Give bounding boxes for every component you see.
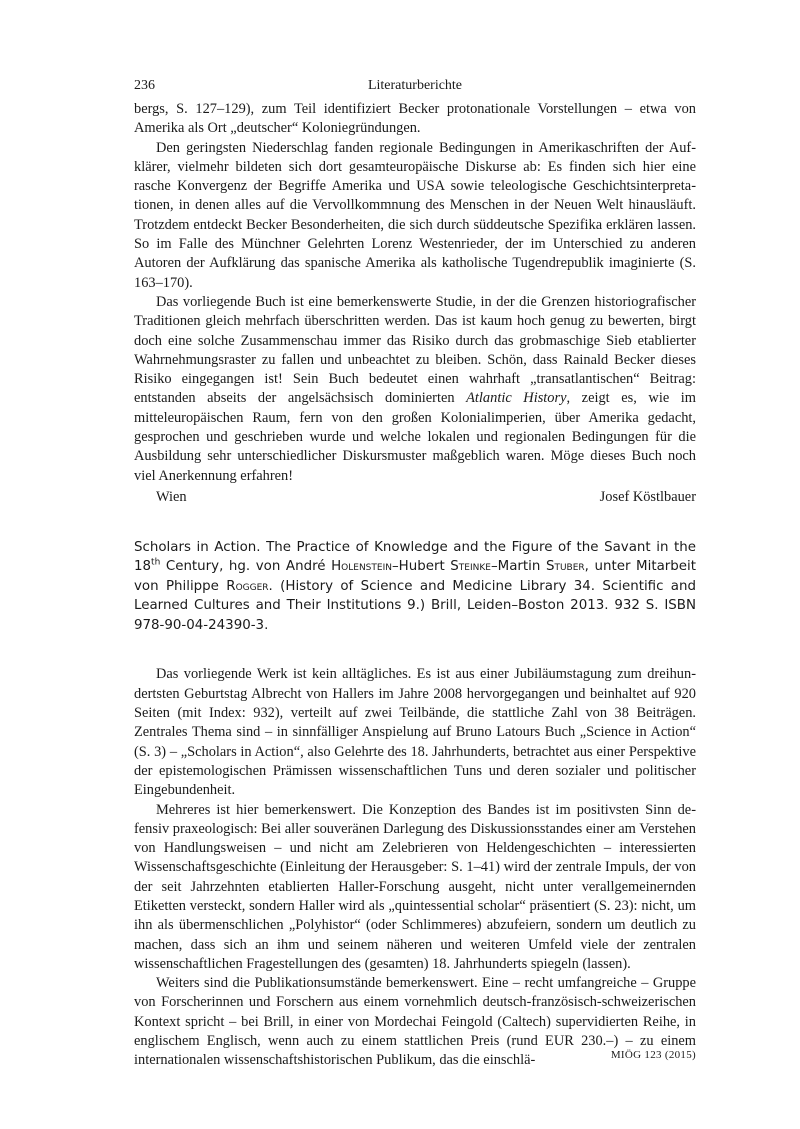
review-continued [134, 100, 696, 510]
editor-name: Stuber [545, 559, 585, 575]
editor-name: Steinke [450, 559, 491, 575]
citation-text: –Martin [490, 559, 546, 575]
page-content [134, 76, 696, 1071]
citation-text: Scholars in Action. The Practice of Knowledge and the Figure of the Savant in the 18 [134, 539, 696, 575]
paragraph: Das vorliegende Werk ist kein alltägliches. Es ist aus einer Jubiläumstagung zum dreihundertsten Geburtstag Albrecht von Hallers im Jahre 2008 hervorgegangen und beinhaltet auf 920 Seiten (mit Index: 932), verteilt auf zwei Teilbände, die stattliche Zahl von 38 Beiträgen. Zentrales Thema sind – in sinnfälliger Anspielung auf Bruno Latours Buch „Science in Action“ (S. 3) – „Scholars in Action“, also Gelehrte des 18. Jahrhunderts, betrachtet aus einer Perspektive der epistemologischen Prämissen wissenschaftlichen Tuns und deren sozialer und politischer Eingebundenheit. [134, 666, 696, 799]
text-span: Das vorliegende Buch ist eine bemerkenswerte Studie, in der die Grenzen historiografischer Traditionen gleich mehrfach überschritten werden. Das ist kaum hoch genug zu bewerten, birgt doch eine solche Zusammenschau immer das Risiko durch das grobmaschige Sieb etablierter Wahrnehmungsraster zu fallen und unbeachtet zu bleiben. Schön, dass Rainald Becker dieses Risiko eingegangen ist! Sein Buch bedeutet einen wahrhaft „transatlantischen“ Beitrag: entstanden abseits der angelsächsisch dominierten [134, 293, 696, 407]
italic-title: Atlantic History [466, 390, 567, 407]
review-signature [134, 488, 696, 510]
running-head [134, 76, 696, 100]
paragraph: Mehreres ist hier bemerkenswert. Die Konzeption des Bandes ist im positivsten Sinn defensiv praxeologisch: Bei aller souveränen Darlegung des Diskussionsstandes einer am Verstehen von Handlungsweisen – und nicht am Zelebrieren von Heldengeschichten – interessierten Wissenschaftsgeschichte (Einleitung der Herausgeber: S. 1–41) wird der zentrale Impuls, der von der seit Jahrzehnten etablierten Haller-Forschung ausgeht, nicht unter verallgemeinernden Etiketten versteckt, sondern Haller wird als „quintessential scholar“ präsentiert (S. 23): nicht, um ihn als übermenschlichen „Polyhistor“ (oder Schlimmeres) abzufeiern, sondern um deutlich zu machen, dass sich an ihm und seinem näheren und weiteren Umfeld viele der zentralen wissenschaftlichen Fragestellungen des (gesamten) 18. Jahrhunderts spiegeln (lassen). [134, 801, 696, 972]
editor-name: Holenstein [331, 559, 392, 575]
citation-text: , unter Mitarbeit von Philippe [134, 559, 696, 594]
citation-text: Century, hg. von André [160, 559, 332, 575]
editor-name: Rogger [226, 578, 269, 594]
signature-author: Josef Köstlbauer [599, 488, 696, 505]
paragraph-continuation: bergs, S. 127–129), zum Teil identifiziert Becker protonationale Vorstellungen – etwa von Amerika als Ort „deutscher“ Koloniegründungen. [134, 101, 696, 137]
running-title: Literaturberichte [367, 78, 463, 93]
review-new [134, 665, 696, 1070]
paragraph: Weiters sind die Publikationsumstände bemerkenswert. Eine – recht umfangreiche – Gruppe von Forscherinnen und Forschern aus einem vornehmlich deutsch-französisch-schweizerischen Kontext spricht – bei Brill, in einer von Mordechai Feingold (Caltech) supervidierten Reihe, in englischem Englisch, wenn auch zu einem stattlichen Preis (rund EUR 230.–) – zu einem internationalen wissenschaftshistorischen Publikum, das die einschlä- [134, 975, 696, 1069]
text-span: , zeigt es, wie im mitteleuropäischen Raum, fern von den großen Kolonialimperien, über Amerika gedacht, gesprochen und geschrieben wurde und welche lokalen und regionalen Bedingungen für die Ausbildung sehr unterschiedlicher Diskursmuster maßgeblich waren. Möge dieses Buch noch viel Anerkennung erfahren! [134, 390, 696, 484]
paragraph [134, 293, 696, 486]
book-citation [134, 538, 696, 636]
citation-superscript: th [151, 557, 161, 568]
journal-footer: MIÖG 123 (2015) [610, 1049, 696, 1061]
page-number: 236 [134, 78, 155, 93]
citation-text: . (History of Science and Medicine Library 34. Scientific and Learned Cultures and Their Institutions 9.) Brill, Leiden–Boston 2013. 932 S. ISBN 978-90-04-24390-3. [134, 578, 697, 633]
signature-place: Wien [156, 488, 187, 505]
citation-text: –Hubert [391, 559, 451, 575]
paragraph: Den geringsten Niederschlag fanden regionale Bedingungen in Amerikaschriften der Aufklärer, vielmehr bildeten sich dort gesamteuropäische Diskurse ab: Es finden sich hier eine rasche Konvergenz der Begriffe Amerika und USA sowie teleologische Geschichtsinterpretationen, in denen alles auf die Vervollkommnung des Menschen in der Neuen Welt hinausläuft. Trotzdem entdeckt Becker Besonderheiten, die sich durch süddeutsche Spezifika erklären lassen. So im Falle des Münchner Gelehrten Lorenz Westenrieder, der im Unterschied zu anderen Autoren der Aufklärung das spanische Amerika als katholische Tugendrepublik imaginierte (S. 163–170). [134, 139, 696, 291]
